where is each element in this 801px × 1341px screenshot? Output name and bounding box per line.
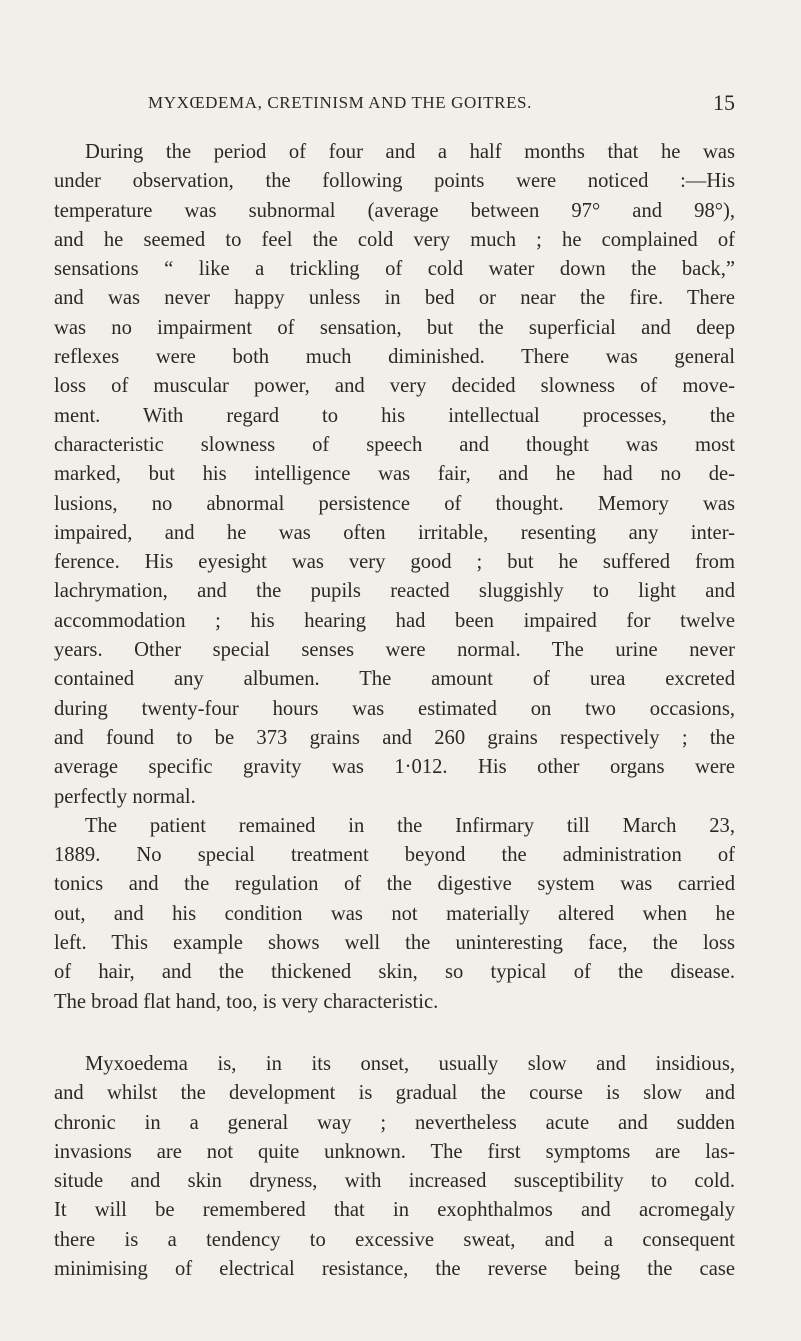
text-line: Myxoedema is, in its onset, usually slow and insidious, bbox=[85, 1052, 735, 1075]
body-text bbox=[54, 138, 735, 1284]
text-line: average specific gravity was 1·012. His other organs were bbox=[54, 756, 735, 779]
text-line: tonics and the regulation of the digestive system was carried bbox=[54, 873, 735, 896]
text-line: impaired, and he was often irritable, resenting any inter- bbox=[54, 521, 735, 544]
text-line: lusions, no abnormal persistence of thought. Memory was bbox=[54, 492, 735, 515]
text-line: years. Other special senses were normal. The urine never bbox=[54, 639, 735, 662]
text-line: left. This example shows well the uninteresting face, the loss bbox=[54, 932, 735, 955]
paragraph-observation bbox=[54, 138, 735, 812]
text-line: During the period of four and a half months that he was bbox=[85, 141, 735, 163]
text-line: under observation, the following points were noticed :—His bbox=[54, 170, 735, 193]
text-line: ference. His eyesight was very good ; but he suffered from bbox=[54, 551, 735, 574]
text-line: marked, but his intelligence was fair, and he had no de- bbox=[54, 463, 735, 486]
text-line: and whilst the development is gradual the course is slow and bbox=[54, 1082, 735, 1105]
text-line: invasions are not quite unknown. The first symptoms are las- bbox=[54, 1140, 735, 1163]
text-line: contained any albumen. The amount of urea excreted bbox=[54, 668, 735, 691]
text-line: ment. With regard to his intellectual processes, the bbox=[54, 404, 735, 427]
text-line: The broad flat hand, too, is very characteristic. bbox=[54, 990, 439, 1013]
text-line: temperature was subnormal (average between 97° and 98°), bbox=[54, 199, 735, 222]
text-line: loss of muscular power, and very decided slowness of move- bbox=[54, 375, 735, 398]
text-line: and was never happy unless in bed or near the fire. There bbox=[54, 287, 735, 310]
text-line: was no impairment of sensation, but the superficial and deep bbox=[54, 316, 735, 339]
text-line: and found to be 373 grains and 260 grains respectively ; the bbox=[54, 726, 735, 749]
text-line: situde and skin dryness, with increased susceptibility to cold. bbox=[54, 1170, 735, 1193]
text-line: characteristic slowness of speech and thought was most bbox=[54, 433, 735, 456]
running-head bbox=[148, 90, 735, 119]
text-line: 1889. No special treatment beyond the administration of bbox=[54, 844, 735, 867]
text-line: It will be remembered that in exophthalmos and acromegaly bbox=[54, 1199, 735, 1222]
text-line: perfectly normal. bbox=[54, 785, 196, 808]
running-title: MYXŒDEMA, CRETINISM AND THE GOITRES. bbox=[148, 93, 532, 112]
page-number: 15 bbox=[713, 90, 735, 115]
text-line: chronic in a general way ; nevertheless acute and sudden bbox=[54, 1111, 735, 1134]
text-line: The patient remained in the Infirmary till March 23, bbox=[85, 814, 735, 837]
text-line: out, and his condition was not materially altered when he bbox=[54, 902, 735, 925]
text-line: and he seemed to feel the cold very much ; he complained of bbox=[54, 228, 735, 251]
text-line: there is a tendency to excessive sweat, and a consequent bbox=[54, 1228, 735, 1251]
paragraph-infirmary bbox=[54, 812, 735, 1017]
paragraph-onset bbox=[54, 1050, 735, 1284]
text-line: of hair, and the thickened skin, so typical of the disease. bbox=[54, 961, 735, 984]
text-line: reflexes were both much diminished. There was general bbox=[54, 346, 735, 369]
paragraph-gap bbox=[54, 1017, 735, 1050]
text-line: minimising of electrical resistance, the reverse being the case bbox=[54, 1257, 735, 1280]
text-line: accommodation ; his hearing had been impaired for twelve bbox=[54, 609, 735, 632]
text-line: during twenty-four hours was estimated on two occasions, bbox=[54, 697, 735, 720]
text-line: sensations “ like a trickling of cold water down the back,” bbox=[54, 258, 735, 281]
text-line: lachrymation, and the pupils reacted sluggishly to light and bbox=[54, 580, 735, 603]
